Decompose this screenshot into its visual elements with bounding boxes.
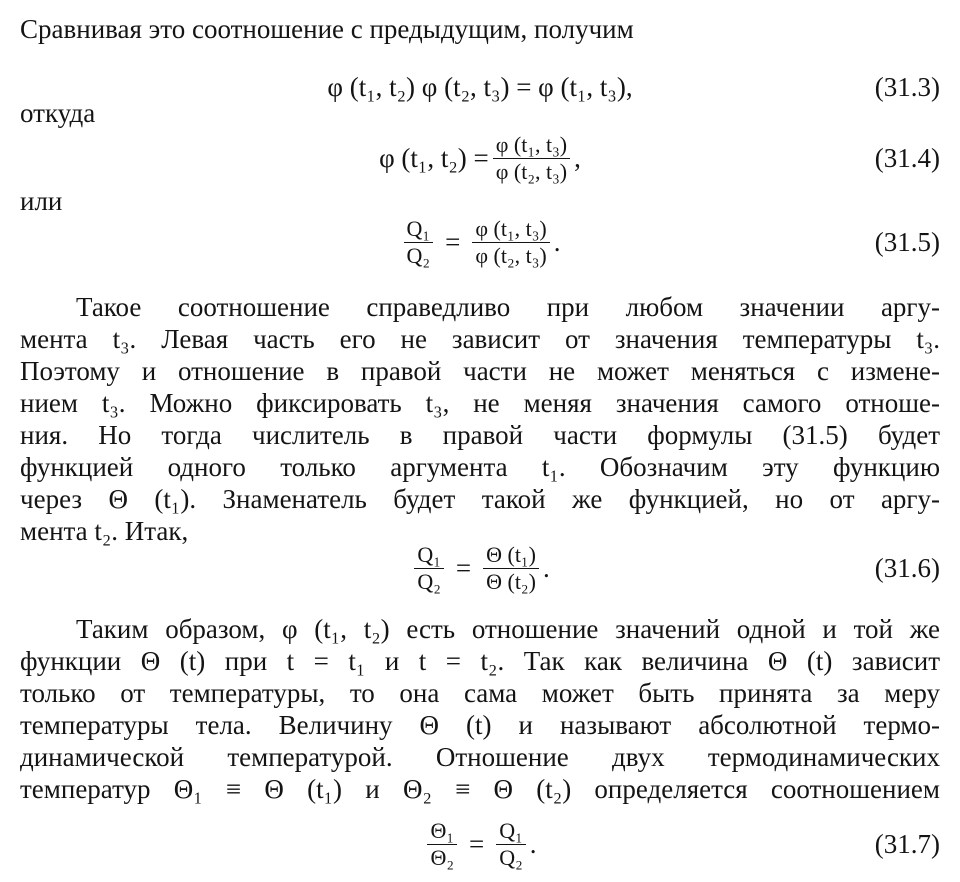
formula-31-5 <box>20 212 940 272</box>
eq315-left-denominator: Q₂ <box>406 242 431 268</box>
eq316-left-fraction <box>414 542 444 595</box>
equation-31-4 <box>20 128 940 188</box>
eq316-right-fraction <box>483 542 539 595</box>
eq314-numerator: φ (t₁, t₃) <box>493 132 570 159</box>
eq317-left-numerator: Θ₁ <box>427 818 457 845</box>
eq314-denominator: φ (t₂, t₃) <box>495 158 568 184</box>
paragraph-2-line: динамической температурой. Отношение двух термодинамических <box>20 742 940 772</box>
paragraph-1-line: функцией одного только аргумента t₁. Обозначим эту функцию <box>20 452 940 482</box>
eq317-right-numerator: Q₁ <box>496 818 526 845</box>
paragraph-1-line: мента t₃. Левая часть его не зависит от значения температуры t₃. <box>20 324 940 354</box>
eq315-right-numerator: φ (t₁, t₃) <box>472 216 549 243</box>
eq315-left-fraction <box>404 216 434 269</box>
paragraph-1-line: нием t₃. Можно фиксировать t₃, не меняя значения самого отноше- <box>20 388 940 418</box>
paragraph-2-line: только от температуры, то она сама может быть принята за меру <box>20 678 940 708</box>
eq316-left-numerator: Q₁ <box>414 542 444 569</box>
eq314-fraction <box>493 132 570 185</box>
equation-number-31-5: (31.5) <box>874 226 940 257</box>
equation-number-31-6: (31.6) <box>874 552 940 583</box>
paragraph-1-line: через Θ (t₁). Знаменатель будет такой же функцией, но от аргу- <box>20 484 940 514</box>
eq317-tail: . <box>529 828 537 859</box>
equals-sign: = <box>469 828 485 859</box>
formula-31-4 <box>20 128 940 188</box>
eq316-tail: . <box>542 552 550 583</box>
paragraph-2-line: температуры тела. Величину Θ (t) и называют абсолютной термо- <box>20 710 940 740</box>
equation-31-7 <box>20 814 940 874</box>
eq317-right-denominator: Q₂ <box>499 844 523 870</box>
eq317-right-fraction <box>496 818 526 871</box>
eq316-right-denominator: Θ (t₂) <box>486 568 536 594</box>
paragraph-2-line: функции Θ (t) при t = t₁ и t = t₂. Так как величина Θ (t) зависит <box>20 646 940 676</box>
formula-31-3: φ (t₁, t₂) φ (t₂, t₃) = φ (t₁, t₃), <box>327 71 633 102</box>
equation-31-5 <box>20 212 940 272</box>
eq315-right-denominator: φ (t₂, t₃) <box>475 242 547 268</box>
formula-31-6 <box>20 538 940 598</box>
paragraph-1-line: мента t₂. Итак, <box>20 516 189 546</box>
equals-sign: = <box>445 226 461 257</box>
eq315-tail: . <box>553 226 561 257</box>
eq314-tail: , <box>574 142 581 173</box>
paragraph-1-line: Поэтому и отношение в правой части не может меняться с измене- <box>20 356 940 386</box>
otkuda-word: откуда <box>20 98 96 128</box>
paragraph-1-line: Такое соотношение справедливо при любом значении аргу- <box>76 292 940 322</box>
paragraph-2-line: температур Θ₁ ≡ Θ (t₁) и Θ₂ ≡ Θ (t₂) определяется соотношением <box>20 774 940 804</box>
eq314-lhs: φ (t₁, t₂) = <box>379 142 489 173</box>
eq316-left-denominator: Q₂ <box>417 568 441 594</box>
intro-line: Сравнивая это соотношение с предыдущим, получим <box>20 14 634 44</box>
eq315-right-fraction <box>472 216 549 269</box>
equation-number-31-3: (31.3) <box>874 71 940 102</box>
formula-31-7 <box>20 814 940 874</box>
paragraph-1-line: ния. Но тогда числитель в правой части формулы (31.5) будет <box>20 420 940 450</box>
equation-number-31-7: (31.7) <box>874 828 940 859</box>
eq315-left-numerator: Q₁ <box>404 216 434 243</box>
equation-31-6 <box>20 538 940 598</box>
ili-word: или <box>20 186 63 216</box>
eq316-right-numerator: Θ (t₁) <box>483 542 539 569</box>
eq317-left-denominator: Θ₂ <box>430 844 454 870</box>
paragraph-2-line: Таким образом, φ (t₁, t₂) есть отношение значений одной и той же <box>76 614 940 644</box>
equals-sign: = <box>455 552 472 583</box>
eq317-left-fraction <box>427 818 457 871</box>
equation-number-31-4: (31.4) <box>874 142 940 173</box>
